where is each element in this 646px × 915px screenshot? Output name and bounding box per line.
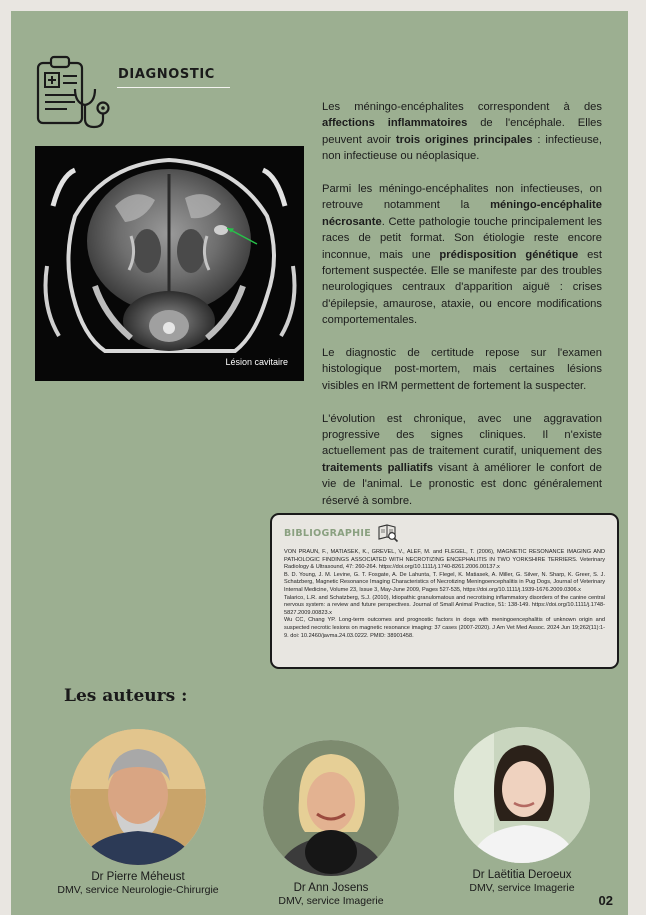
text-run: Parmi les méningo-encéphalites non infectieuses, on retrouve notamment la: [322, 183, 602, 212]
author-name: Dr Laëtitia Deroeux: [472, 869, 572, 881]
bibliography-ref: B. D. Young, J. M. Levine, G. T. Fosgate, A. De Lahunta, T. Flegel, K. Matiasek, A. Miller, G. Silver, N. Sharp, K. Greer, S. J. Schatzberg, Magnetic Resonance Imaging Characteristics of Necrotizing Meningoencephalitis in Pug Dogs, Journal of Veterinary Internal Medicine, Volume 23, Issue 3, May-June 2009, Pages 527-535, https://doi.org/10.1111/j.1939-1676.2009.0306.x: [284, 571, 605, 593]
text-run: de l'encéphale. Elles peuvent avoir: [322, 117, 603, 146]
medical-clipboard-stethoscope-icon: [35, 53, 117, 135]
bold-text: traitements palliatifs: [322, 461, 433, 474]
author-name: Dr Ann Josens: [293, 882, 369, 894]
author-role: DMV, service Imagerie: [469, 882, 575, 894]
author-name: Dr Pierre Méheust: [91, 871, 185, 883]
section-title: DIAGNOSTIC: [118, 67, 215, 82]
mri-caption: Lésion cavitaire: [225, 357, 288, 367]
paragraph: [322, 99, 602, 165]
text-run: visant à améliorer le confort de vie de l'animal. Le pronostic est donc généralement réservé à sombre.: [322, 461, 602, 507]
bibliography-ref: Wu CC, Chang YP. Long-term outcomes and prognostic factors in dogs with meningoencephalitis of unknown origin and suspected necrotic lesions on magnetic resonance imaging: 37 cases (2007-2020). J Am Vet Med Assoc. 2024 Jun 19;262(11):1-9. doi: 10.2460/javma.24.03.0222. PMID: 38901458.: [284, 617, 605, 639]
author-role: DMV, service Imagerie: [278, 895, 384, 907]
author-role: DMV, service Neurologie-Chirurgie: [57, 884, 219, 896]
book-magnifier-icon: [377, 523, 399, 543]
page-number: 02: [598, 893, 613, 908]
paragraph: [322, 411, 602, 509]
bibliography-ref: Talarico, L.R. and Schatzberg, S.J. (2010), Idiopathic granulomatous and necrotising inflammatory disorders of the canine central nervous system: a review and future perspectives. Journal of Small Animal Practice, 51: 138-149. https://doi.org/10.1111/j.1748-5827.2009.00823.x: [284, 594, 605, 616]
bold-text: trois origines principales: [395, 133, 533, 146]
bibliography-refs: [284, 549, 605, 640]
mri-image: [35, 146, 304, 381]
author-card: [38, 729, 238, 896]
text-run: est fortement suspectée. Elle se manifeste par des troubles neurologiques centraux d'apparition aiguë : crises d'épilepsie, amaurose, ataxie, ou encore modifications comportementales.: [322, 248, 602, 327]
body-text: [322, 99, 602, 526]
avatar: [263, 740, 399, 876]
author-photo: [263, 740, 399, 876]
paragraph: [322, 345, 602, 394]
bold-text: prédisposition génétique: [439, 248, 579, 261]
text-run: L'évolution est chronique, avec une aggravation progressive des signes cliniques. Il n'existe actuellement pas de traitement curatif, uniquement des: [322, 412, 602, 458]
author-card: [422, 727, 622, 894]
text-run: : infectieuse, non infectieuse ou néoplasique.: [322, 133, 603, 163]
text-run: . Cette pathologie touche principalement les races de petit format. Son étiologie reste encore inconnue, mais une: [322, 215, 602, 261]
bibliography-box: [270, 513, 619, 669]
author-card: [231, 729, 431, 907]
bibliography-title: BIBLIOGRAPHIE: [284, 527, 371, 539]
bold-text: affections inflammatoires: [322, 117, 468, 130]
authors-title: Les auteurs :: [64, 686, 188, 706]
bold-text: méningo-encéphalite nécrosante: [322, 199, 602, 228]
avatar: [70, 729, 206, 865]
author-photo: [454, 727, 590, 863]
paragraph: [322, 181, 602, 329]
text-run: Le diagnostic de certitude repose sur l'examen histologique post-mortem, mais certaines lésions visibles en IRM permettent de fortement la suspecter.: [322, 347, 602, 392]
bibliography-ref: VON PRAUN, F., MATIASEK, K., GREVEL, V., ALEF, M. and FLEGEL, T. (2006), MAGNETIC RESONANCE IMAGING AND PATHOLOGIC FINDINGS ASSOCIATED WITH NECROTIZING ENCEPHALITIS IN TWO YORKSHIRE TERRIERS. Veterinary Radiology & Ultrasound, 47: 260-264. https://doi.org/10.1111/j.1740-8261.2006.00137.x: [284, 549, 605, 571]
text-run: Les méningo-encéphalites correspondent à des: [322, 101, 602, 113]
avatar: [454, 727, 590, 863]
section-title-underline: [117, 87, 230, 88]
author-photo: [70, 729, 206, 865]
page: [11, 11, 628, 915]
mri-scan-drawing: [35, 146, 304, 381]
